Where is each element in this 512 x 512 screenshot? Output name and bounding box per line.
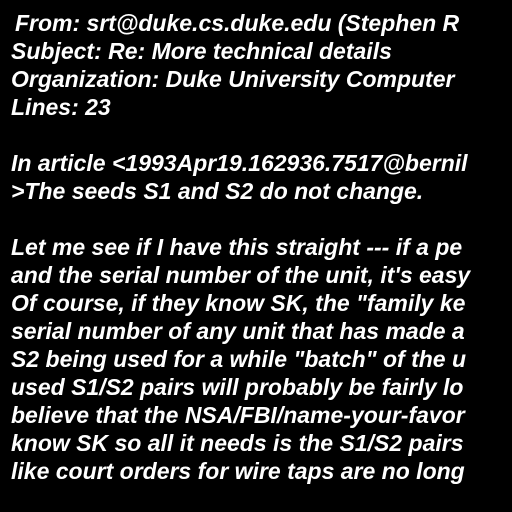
body-line: used S1/S2 pairs will probably be fairly lo xyxy=(11,374,464,400)
body-line: and the serial number of the unit, it's easy xyxy=(11,262,471,288)
body-line: S2 being used for a while "batch" of the u xyxy=(11,346,467,372)
body-line: believe that the NSA/FBI/name-your-favor xyxy=(11,402,465,428)
body-line: Of course, if they know SK, the "family ke xyxy=(11,290,466,316)
header-from: From: srt@duke.cs.duke.edu (Stephen R xyxy=(15,10,460,36)
header-organization: Organization: Duke University Computer xyxy=(11,66,455,92)
body-line: know SK so all it needs is the S1/S2 pairs xyxy=(11,430,464,456)
header-subject: Subject: Re: More technical details xyxy=(11,38,392,64)
header-lines: Lines: 23 xyxy=(11,94,111,120)
quoted-line: >The seeds S1 and S2 do not change. xyxy=(11,178,424,204)
article-attribution: In article <1993Apr19.162936.7517@bernil xyxy=(11,150,468,176)
body-line: Let me see if I have this straight --- if a pe xyxy=(11,234,463,260)
body-line: serial number of any unit that has made a xyxy=(11,318,465,344)
body-line: like court orders for wire taps are no long xyxy=(11,458,465,484)
